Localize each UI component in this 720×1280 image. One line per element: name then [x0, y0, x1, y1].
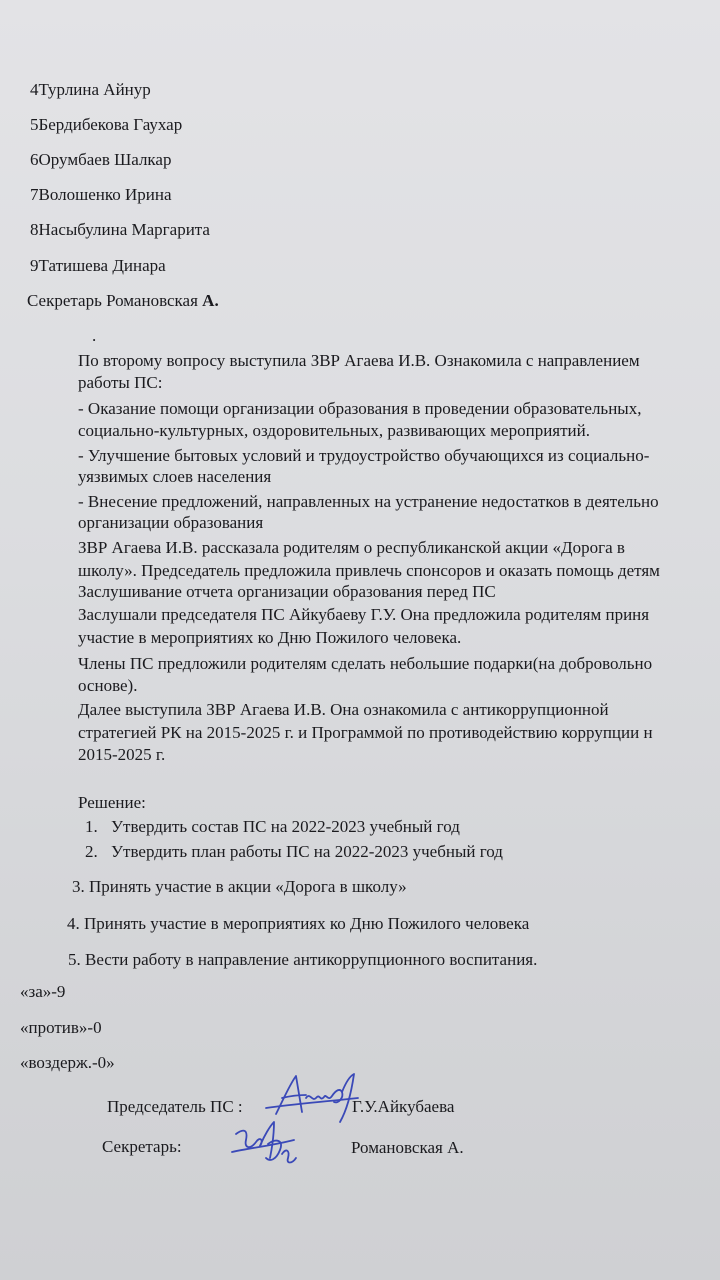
secretary-name: Романовская А.: [351, 1138, 464, 1157]
decision-item-text: Утвердить состав ПС на 2022-2023 учебный год: [111, 817, 460, 836]
member-4: 4Турлина Айнур: [30, 80, 151, 99]
secretary-initial: А.: [202, 291, 219, 310]
decision-item-number: 1.: [85, 817, 98, 836]
body-line: Заслушивание отчета организации образования перед ПС: [78, 582, 496, 601]
body-line: По второму вопросу выступила ЗВР Агаева И.В. Ознакомила с направлением: [78, 351, 640, 370]
member-9: 9Татишева Динара: [30, 256, 166, 275]
body-line: основе).: [78, 676, 138, 695]
body-line: стратегией РК на 2015-2025 г. и Программой по противодействию коррупции н: [78, 723, 653, 742]
member-6: 6Орумбаев Шалкар: [30, 150, 172, 169]
separator-dot: .: [92, 326, 97, 345]
vote-for: «за»-9: [20, 982, 66, 1001]
decision-item-5: 5. Вести работу в направление антикоррупционного воспитания.: [68, 950, 538, 969]
body-line: школу». Председатель предложила привлечь спонсоров и оказать помощь детям: [78, 561, 660, 580]
decision-item-1: [85, 817, 460, 837]
secretary-label: Секретарь:: [102, 1137, 182, 1156]
decision-item-number: 2.: [85, 842, 98, 861]
chair-label: Председатель ПС :: [107, 1097, 243, 1116]
member-8: 8Насыбулина Маргарита: [30, 220, 210, 239]
body-line: участие в мероприятиях ко Дню Пожилого человека.: [78, 628, 462, 647]
secretary-line: [27, 291, 219, 311]
body-line: - Оказание помощи организации образования в проведении образовательных,: [78, 399, 642, 418]
body-line: организации образования: [78, 513, 264, 532]
secretary-line-text: Секретарь Романовская: [27, 291, 203, 310]
body-line: Заслушали председателя ПС Айкубаеву Г.У. Она предложила родителям приня: [78, 605, 650, 624]
body-line: - Внесение предложений, направленных на устранение недостатков в деятельно: [78, 492, 659, 511]
member-7: 7Волошенко Ирина: [30, 185, 172, 204]
body-line: - Улучшение бытовых условий и трудоустройство обучающихся из социально-: [78, 446, 650, 465]
body-line: работы ПС:: [78, 373, 163, 392]
body-line: Члены ПС предложили родителям сделать небольшие подарки(на добровольно: [78, 654, 653, 673]
body-line: социально-культурных, оздоровительных, развивающих мероприятий.: [78, 421, 590, 440]
body-line: 2015-2025 г.: [78, 745, 166, 764]
secretary-signature-icon: [230, 1118, 300, 1168]
body-line: ЗВР Агаева И.В. рассказала родителям о республиканской акции «Дорога в: [78, 538, 625, 557]
vote-against: «против»-0: [20, 1018, 102, 1037]
chair-name: Г.У.Айкубаева: [352, 1097, 455, 1116]
decision-item-text: Утвердить план работы ПС на 2022-2023 учебный год: [111, 842, 503, 861]
decision-heading: Решение:: [78, 793, 146, 812]
body-line: уязвимых слоев населения: [78, 467, 272, 486]
decision-item-3: 3. Принять участие в акции «Дорога в школу»: [72, 877, 407, 896]
decision-item-2: [85, 842, 503, 862]
body-line: Далее выступила ЗВР Агаева И.В. Она ознакомила с антикоррупционной: [78, 700, 609, 719]
vote-abstain: «воздерж.-0»: [20, 1053, 115, 1072]
decision-item-4: 4. Принять участие в мероприятиях ко Дню Пожилого человека: [67, 914, 530, 933]
member-5: 5Бердибекова Гаухар: [30, 115, 183, 134]
